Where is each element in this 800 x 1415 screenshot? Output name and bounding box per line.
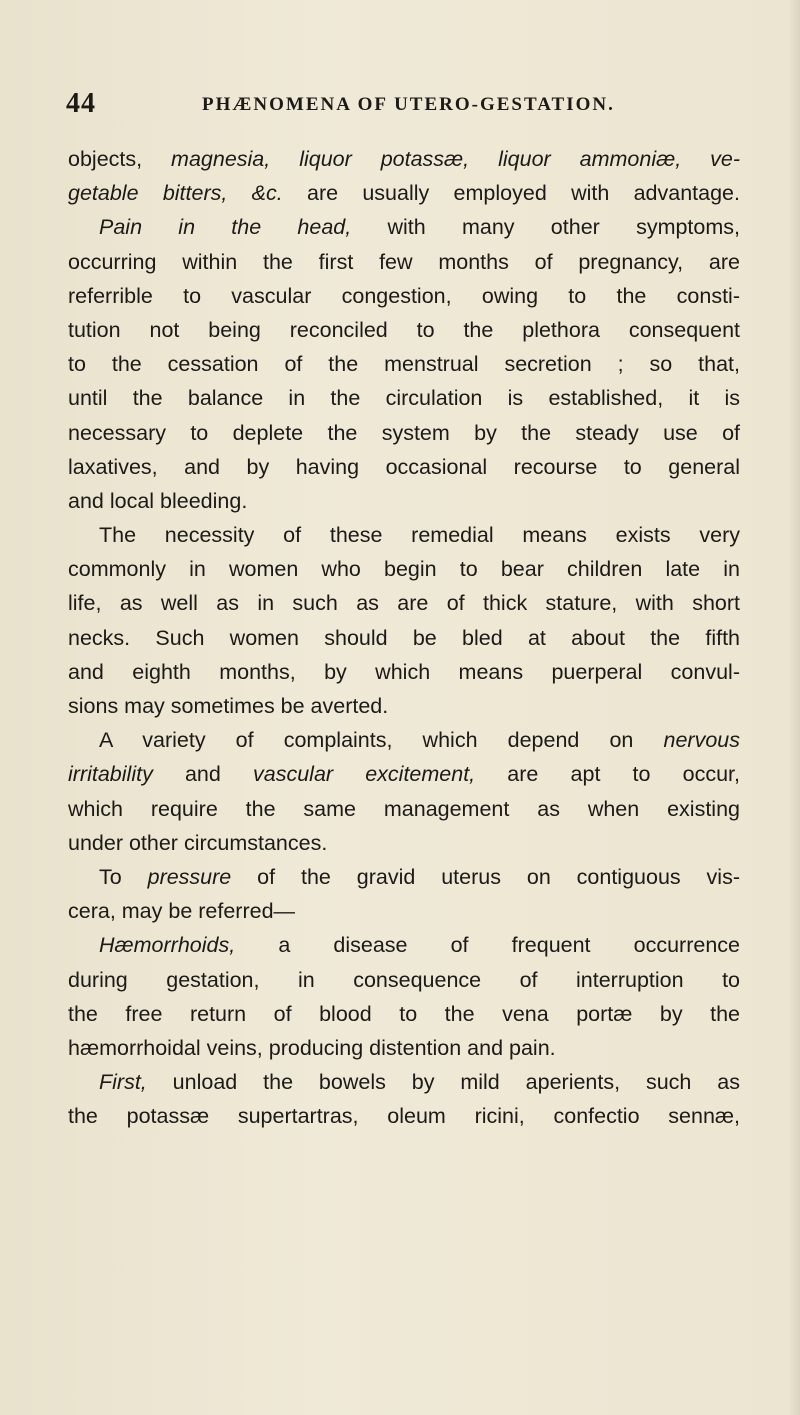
- text-line: objects, magnesia, liquor potassæ, liquor ammoniæ, ve-: [68, 147, 740, 171]
- page-header: [0, 88, 800, 122]
- paragraph-start-line: Pain in the head, with many other symptoms,: [99, 215, 740, 240]
- text-line: sions may sometimes be averted.: [68, 694, 389, 718]
- paragraph-start-line: Hæmorrhoids, a disease of frequent occurrence: [99, 933, 740, 958]
- text-line: during gestation, in consequence of interruption to: [68, 967, 740, 992]
- text-line: and local bleeding.: [68, 488, 248, 513]
- paragraph-start-line: To pressure of the gravid uterus on contiguous vis-: [99, 864, 740, 889]
- text-line: necessary to deplete the system by the steady use of: [68, 420, 740, 445]
- text-line: under other circumstances.: [68, 830, 328, 855]
- text-line: getable bitters, &c. are usually employed with advantage.: [68, 181, 740, 206]
- text-line: commonly in women who begin to bear children late in: [68, 557, 740, 582]
- text-line: cera, may be referred—: [68, 899, 296, 924]
- text-line: occurring within the first few months of pregnancy, are: [68, 249, 740, 274]
- text-line: necks. Such women should be bled at about the fifth: [68, 625, 740, 650]
- text-line: referrible to vascular congestion, owing to the consti-: [68, 283, 740, 308]
- text-line: laxatives, and by having occasional recourse to general: [68, 454, 740, 479]
- text-line: life, as well as in such as are of thick stature, with short: [68, 591, 740, 616]
- text-line: until the balance in the circulation is established, it is: [68, 386, 740, 411]
- text-line: the potassæ supertartras, oleum ricini, confectio sennæ,: [68, 1104, 740, 1129]
- text-line: which require the same management as when existing: [68, 796, 740, 821]
- paragraph-start-line: The necessity of these remedial means exists very: [99, 523, 740, 548]
- body-text: [68, 142, 740, 1133]
- running-head: PHÆNOMENA OF UTERO-GESTATION.: [202, 94, 615, 115]
- page-number: 44: [66, 88, 96, 119]
- page-edge-shadow: [788, 0, 800, 1415]
- text-line: the free return of blood to the vena portæ by the: [68, 1001, 740, 1026]
- text-line: irritability and vascular excitement, are apt to occur,: [68, 762, 741, 787]
- text-line: tution not being reconciled to the plethora consequent: [68, 317, 740, 342]
- text-line: to the cessation of the menstrual secretion ; so that,: [68, 352, 740, 377]
- paragraph-start-line: First, unload the bowels by mild aperients, such as: [99, 1070, 740, 1095]
- text-line: hæmorrhoidal veins, producing distention and pain.: [68, 1035, 556, 1060]
- text-line: and eighth months, by which means puerperal convul-: [68, 659, 740, 684]
- paragraph-start-line: A variety of complaints, which depend on nervous: [99, 728, 740, 753]
